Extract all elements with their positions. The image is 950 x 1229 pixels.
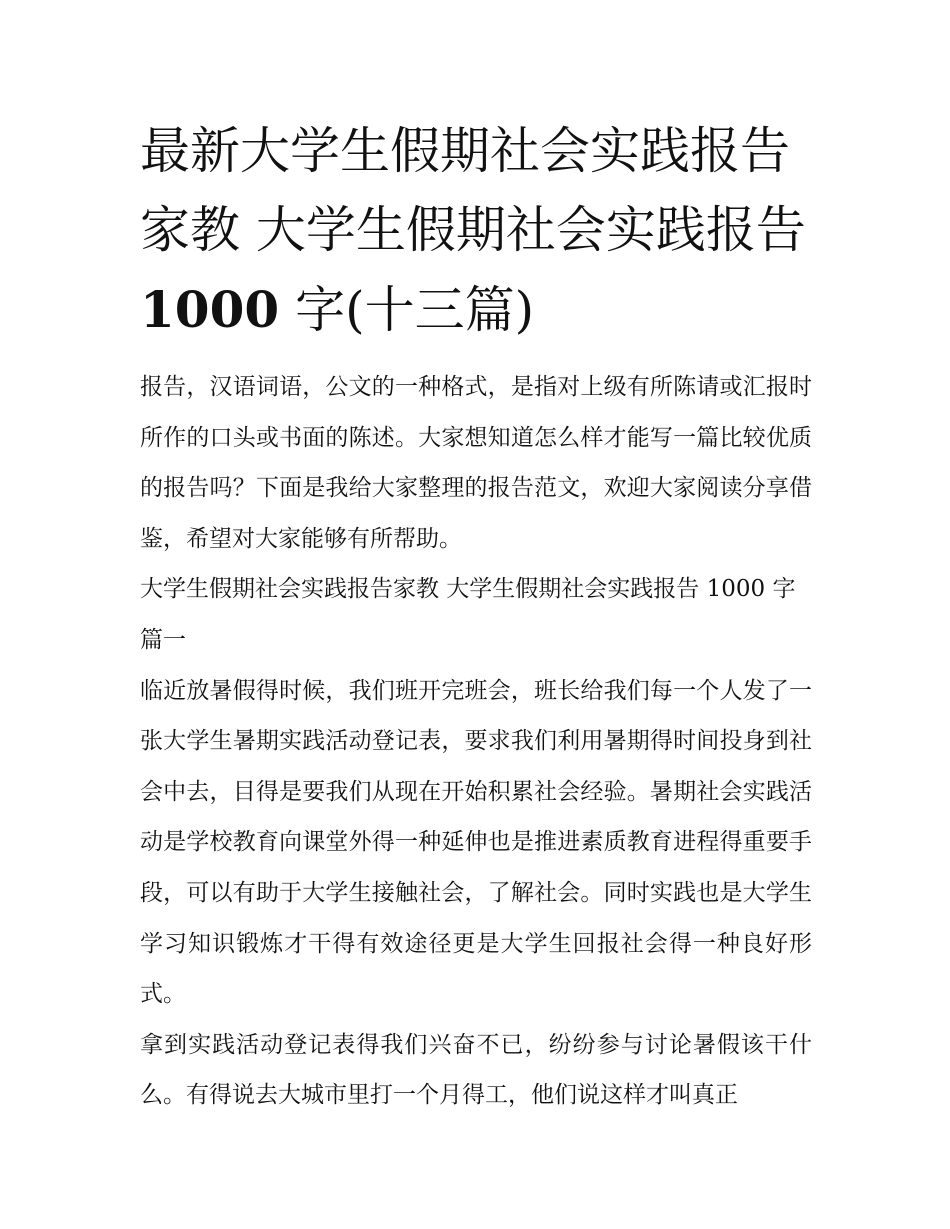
body-paragraph-2: 拿到实践活动登记表得我们兴奋不已，纷纷参与讨论暑假该干什么。有得说去大城市里打一个月得工，他们说这样才叫真正 bbox=[140, 1031, 812, 1109]
title-number: 1000 bbox=[140, 280, 280, 339]
intro-paragraph: 报告，汉语词语，公文的一种格式，是指对上级有所陈请或汇报时所作的口头或书面的陈述。大家想知道怎么样才能写一篇比较优质的报告吗？下面是我给大家整理的报告范文，欢迎大家阅读分享借鉴，希望对大家能够有所帮助。 bbox=[140, 374, 812, 552]
document-title bbox=[140, 112, 812, 350]
title-line-3: 字(十三篇) bbox=[279, 281, 535, 339]
body-paragraph-1: 临近放暑假得时候，我们班开完班会，班长给我们每一个人发了一张大学生暑期实践活动登记表，要求我们利用暑期得时间投身到社会中去，目得是要我们从现在开始积累社会经验。暑期社会实践活动是学校教育向课堂外得一种延伸也是推进素质教育进程得重要手段，可以有助于大学生接触社会，了解社会。同时实践也是大学生学习知识锻炼才干得有效途径更是大学生回报社会得一种良好形式。 bbox=[140, 677, 812, 1008]
title-line-1: 最新大学生假期社会实践报告 bbox=[140, 122, 790, 180]
section-heading: 大学生假期社会实践报告家教 大学生假期社会实践报告 1000 字篇一 bbox=[140, 576, 796, 653]
document-page bbox=[140, 112, 812, 1121]
title-line-2: 家教 大学生假期社会实践报告 bbox=[140, 201, 806, 259]
